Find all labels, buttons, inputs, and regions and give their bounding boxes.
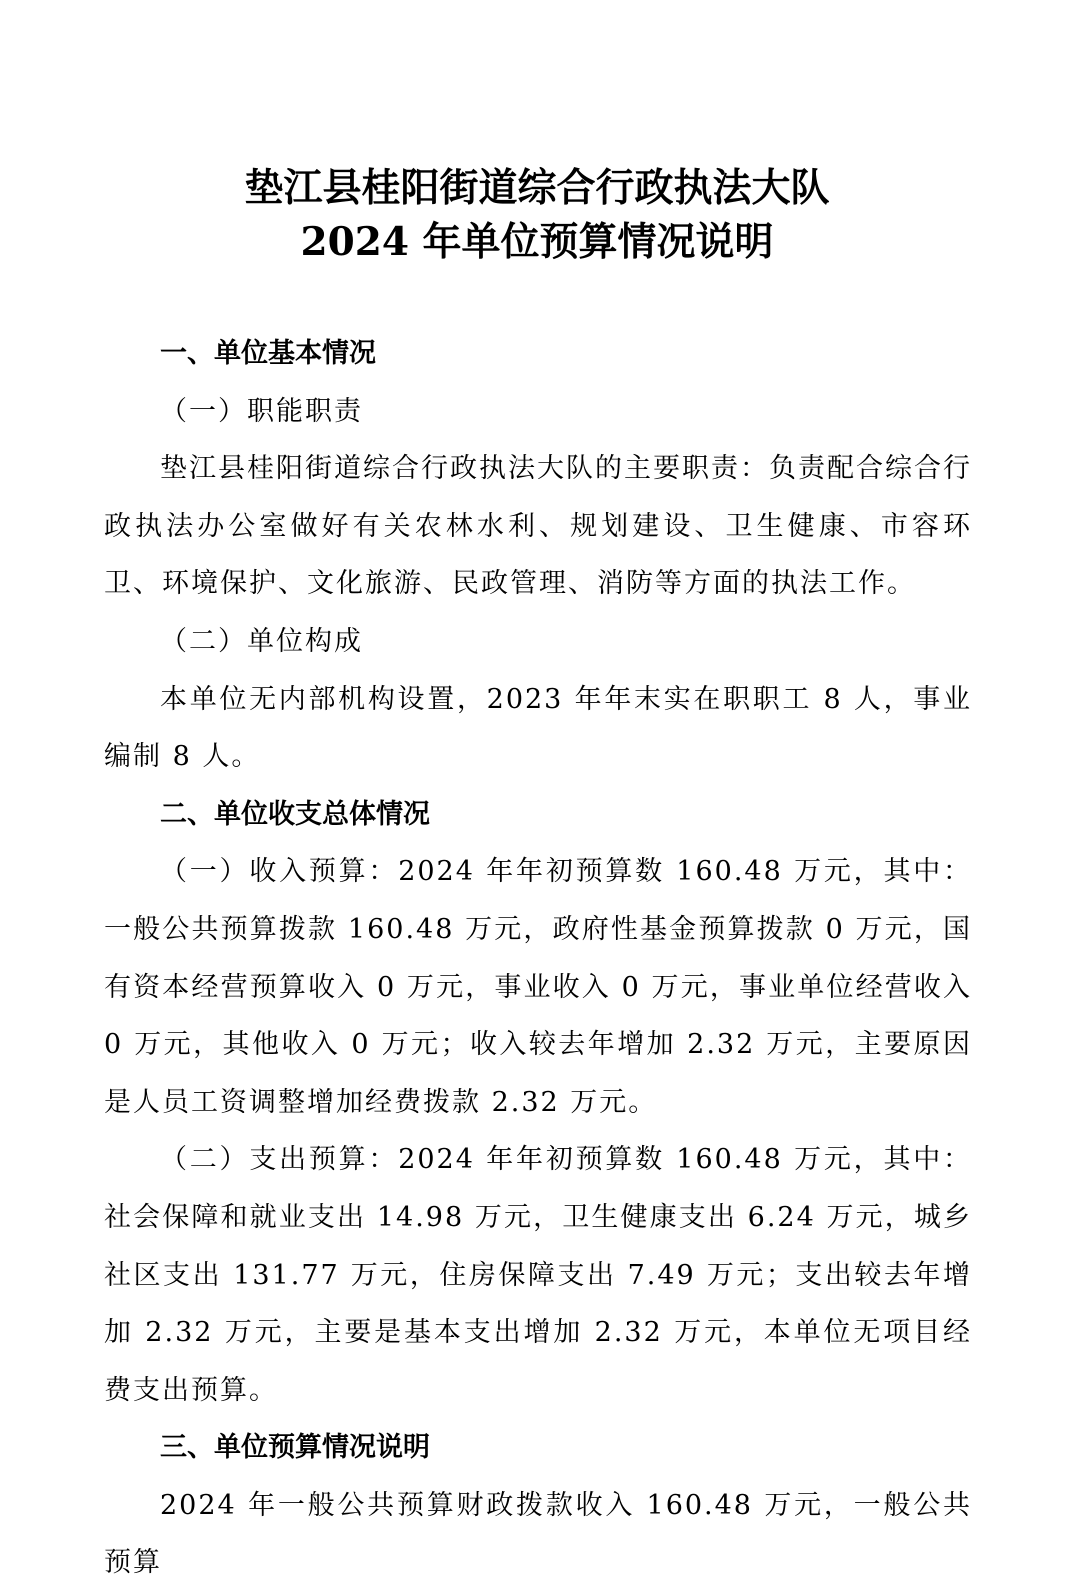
subheading-composition: （二）单位构成	[160, 625, 363, 657]
document-title-line2: 2024 年单位预算情况说明	[300, 219, 774, 265]
paragraph-expenditure-budget: （二）支出预算：2024 年年初预算数 160.48 万元，其中：社会保障和就业支出 14.98 万元，卫生健康支出 6.24 万元，城乡社区支出 131.77 万元，住房保障支出 7.49 万元；支出较去年增加 2.32 万元，主要是基本支出增加 2.32 万元，本单位无项目经费支出预算。	[104, 1144, 972, 1406]
paragraph-budget-explanation: 2024 年一般公共预算财政拨款收入 160.48 万元，一般公共预算	[104, 1489, 972, 1579]
paragraph-functions: 垫江县桂阳街道综合行政执法大队的主要职责：负责配合综合行政执法办公室做好有关农林水利、规划建设、卫生健康、市容环卫、环境保护、文化旅游、民政管理、消防等方面的执法工作。	[104, 453, 972, 600]
paragraph-composition: 本单位无内部机构设置，2023 年年末实在职职工 8 人，事业编制 8 人。	[104, 683, 972, 773]
section-heading-basic-info: 一、单位基本情况	[160, 338, 376, 369]
document-title-line1: 垫江县桂阳街道综合行政执法大队	[244, 165, 830, 211]
document-body	[104, 325, 972, 1592]
section-heading-income-expenditure: 二、单位收支总体情况	[160, 798, 430, 830]
section-heading-budget-explanation: 三、单位预算情况说明	[160, 1432, 430, 1464]
paragraph-income-budget: （一）收入预算：2024 年年初预算数 160.48 万元，其中：一般公共预算拨款 160.48 万元，政府性基金预算拨款 0 万元，国有资本经营预算收入 0 万元，事业收入 0 万元，事业单位经营收入 0 万元，其他收入 0 万元；收入较去年增加 2.32 万元，主要原因是人员工资调整增加经费拨款 2.32 万元。	[104, 856, 972, 1118]
subheading-functions: （一）职能职责	[160, 395, 363, 427]
